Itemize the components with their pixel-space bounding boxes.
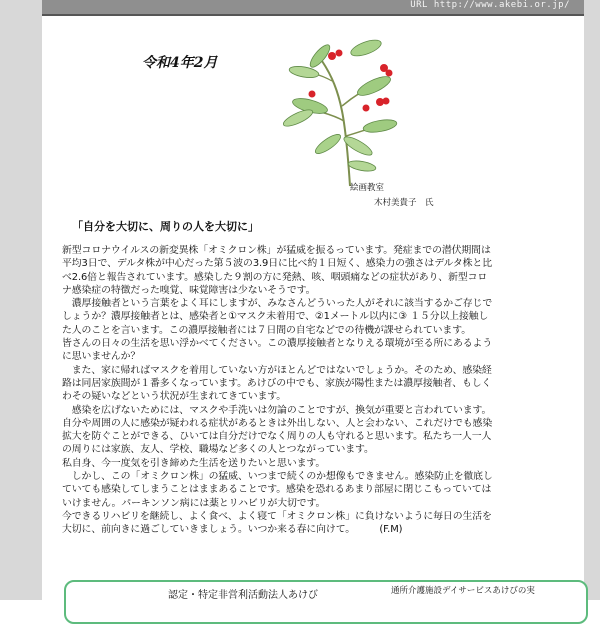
article-line: 皆さんの日々の生活を思い浮かべてください。この濃厚接触者となりえる環境が至る所にあるよう bbox=[62, 338, 493, 350]
footer-facility-name: 通所介護施設デイサービスあけびの実 bbox=[391, 586, 535, 596]
article-line: た人のことを言います。この濃厚接触者には７日間の自宅などでの待機が課せられています。 bbox=[62, 324, 471, 336]
illustration-credit bbox=[350, 181, 434, 211]
credit-artist: 木村美貴子 氏 bbox=[374, 198, 434, 208]
header-url: URL http://www.akebi.or.jp/ bbox=[410, 0, 570, 10]
article-line: に思いませんか？ bbox=[62, 351, 141, 363]
article-line: 自分や周囲の人に感染が疑われる症状があるときは外出しない、人と会わない、これだけでも感染 bbox=[62, 417, 493, 429]
article-line: 拡大を防ぐことができる、ひいては自分だけでなく周りの人も守れると思います。私たち一人一人 bbox=[62, 431, 492, 443]
article-line: 路は同居家族間が１番多くなっています。あけびの中でも、家族が陽性または濃厚接触者、もしく bbox=[62, 377, 492, 389]
plant-illustration-icon bbox=[262, 26, 412, 196]
article-line: べ2.6倍と報告されています。感染した９割の方に発熱、咳、咽頭痛などの症状があり、新型コロ bbox=[62, 271, 488, 283]
article-line: 濃厚接触者という言葉をよく耳にしますが、みなさんどういった人がそれに該当するかご存じで bbox=[62, 298, 493, 310]
credit-class: 絵画教室 bbox=[350, 183, 385, 193]
article-line: 感染を広げないためには、マスクや手洗いは勿論のことですが、換気が重要と言われています。 bbox=[62, 404, 492, 416]
article-line: ナ感染症の特徴だった嗅覚、味覚障害は少ないそうです。 bbox=[62, 284, 316, 296]
header-bar bbox=[42, 0, 584, 16]
article-heading: 「自分を大切に、周りの人を大切に」 bbox=[72, 220, 259, 233]
page-shadow-right bbox=[584, 0, 600, 600]
article-line: 平均3日で、デルタ株が中心だった第５波の3.9日に比べ約１日短く、感染力の強さはデルタ株と比 bbox=[62, 258, 492, 270]
article-line: ていても感染してしまうことはままあることです。感染を恐れるあまり部屋に閉じこもっていては bbox=[62, 484, 492, 496]
article-line: の周りには家族、友人、学校、職場など多くの人とつながっています。 bbox=[62, 444, 374, 456]
article-line: 私自身、今一度気を引き締めた生活を送りたいと思います。 bbox=[62, 457, 326, 469]
article-line: 新型コロナウイルスの新変異株「オミクロン株」が猛威を振るっています。発症までの潜伏期間は bbox=[62, 245, 491, 256]
issue-date: 令和4年2月 bbox=[142, 55, 218, 71]
article-line: また、家に帰ればマスクを着用していない方がほとんどではないでしょうか。そのため、感染経 bbox=[62, 364, 492, 376]
footer-org-name: 認定・特定非営利活動法人あけび bbox=[168, 590, 318, 601]
newsletter-page bbox=[42, 0, 584, 600]
article-body bbox=[62, 244, 578, 537]
page-shadow-left bbox=[0, 0, 42, 600]
article-line: しょうか？濃厚接触者とは、感染者と①マスク未着用で、②1メートル以内に③ １５分以上接触し bbox=[62, 311, 489, 323]
article-line: わその疑いなどという状況が生まれてきています。 bbox=[62, 391, 287, 403]
article-line: いけません。パーキンソン病には薬とリハビリが大切です。 bbox=[62, 497, 326, 509]
footer-box bbox=[64, 580, 588, 624]
article-line: 今できるリハビリを継続し、よく食べ、よく寝て「オミクロン株」に負けないように毎日の生活を bbox=[62, 510, 492, 522]
article-line: しかし、この「オミクロン株」の猛威、いつまで続くのか想像もできません。感染防止を徹底し bbox=[62, 471, 493, 483]
article-line: 大切に、前向きに過ごしていきましょう。いつか来る春に向けて。 (F.M) bbox=[62, 524, 403, 536]
